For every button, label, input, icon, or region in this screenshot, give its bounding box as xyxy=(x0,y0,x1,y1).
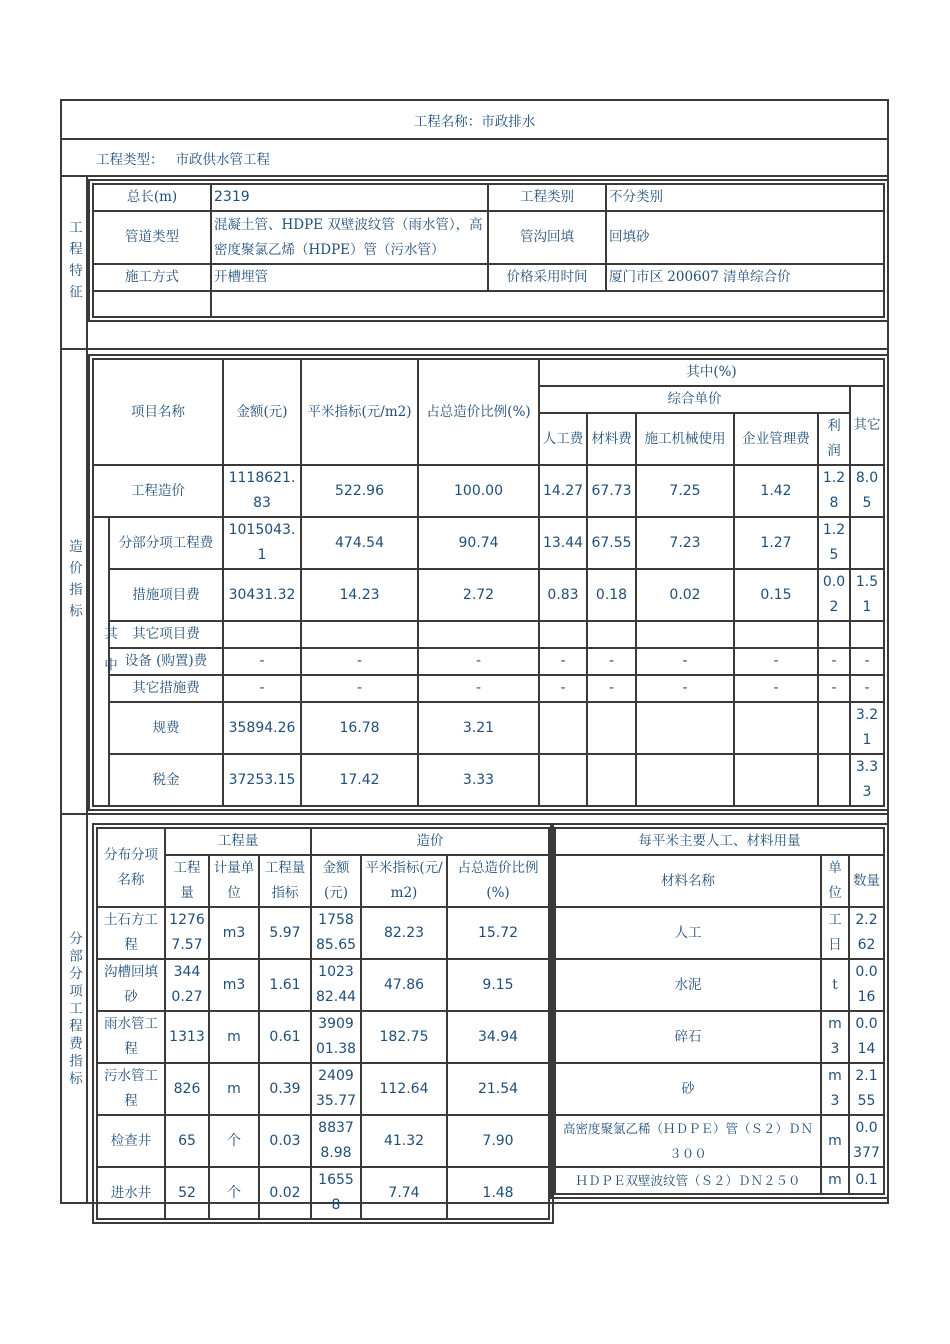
project-name-row xyxy=(62,101,887,138)
table-cell: 水泥 xyxy=(555,959,821,1011)
table-cell xyxy=(539,754,587,806)
table-row xyxy=(93,648,884,675)
table-cell: - xyxy=(301,648,418,675)
table-cell xyxy=(636,621,734,648)
col-header: 单位 xyxy=(821,855,849,907)
table-cell: - xyxy=(587,648,636,675)
table-cell: 3.33 xyxy=(850,754,884,806)
table-cell: 1.51 xyxy=(850,569,884,621)
table-cell: m3 xyxy=(821,1063,849,1115)
table-cell: 进水井 xyxy=(97,1167,165,1219)
col-header: 占总造价比例(%) xyxy=(418,359,539,465)
table-cell: 1.28 xyxy=(818,465,850,517)
table-cell: 0.0377 xyxy=(849,1115,884,1167)
col-header: 工程量 xyxy=(165,828,311,855)
table-cell xyxy=(734,621,818,648)
table-cell: 2.72 xyxy=(418,569,539,621)
section-label-cost: 造价指标 xyxy=(66,538,82,625)
col-header: 材料名称 xyxy=(555,855,821,907)
table-cell: 砂 xyxy=(555,1063,821,1115)
feature-value: 厦门市区 200607 清单综合价 xyxy=(606,264,884,291)
table-cell: 0.83 xyxy=(539,569,587,621)
sub-cost-table xyxy=(96,827,550,1220)
table-cell: 0.016 xyxy=(849,959,884,1011)
table-cell: 个 xyxy=(209,1167,259,1219)
table-cell: - xyxy=(850,675,884,702)
table-cell: 1.25 xyxy=(818,517,850,569)
table-cell: 7.90 xyxy=(447,1115,549,1167)
table-cell xyxy=(223,621,301,648)
table-cell: 1.61 xyxy=(259,959,311,1011)
table-cell: - xyxy=(223,648,301,675)
table-row xyxy=(93,675,884,702)
table-row xyxy=(97,1167,549,1219)
table-row xyxy=(93,702,884,754)
table-cell: - xyxy=(818,648,850,675)
table-row xyxy=(555,1011,884,1063)
features-table xyxy=(92,183,885,318)
feature-label: 管沟回填 xyxy=(488,211,606,264)
document-page xyxy=(60,99,889,1213)
empty-cell xyxy=(211,291,884,317)
col-header: 计量单位 xyxy=(209,855,259,907)
table-cell: 9.15 xyxy=(447,959,549,1011)
table-cell: 90.74 xyxy=(418,517,539,569)
table-cell: 182.75 xyxy=(361,1011,447,1063)
table-row xyxy=(555,907,884,959)
table-row xyxy=(93,517,884,569)
table-cell: 102382.44 xyxy=(311,959,361,1011)
table-cell: 2.262 xyxy=(849,907,884,959)
table-cell: 0.1 xyxy=(849,1167,884,1194)
feature-value: 混凝土管、HDPE 双壁波纹管（雨水管），高密度聚氯乙烯（HDPE）管（污水管） xyxy=(211,211,488,264)
project-type-row xyxy=(96,140,270,176)
table-cell xyxy=(850,621,884,648)
table-cell: 16558 xyxy=(311,1167,361,1219)
table-cell: 35894.26 xyxy=(223,702,301,754)
table-cell: 474.54 xyxy=(301,517,418,569)
table-cell: - xyxy=(587,675,636,702)
table-cell: - xyxy=(734,648,818,675)
table-cell xyxy=(734,702,818,754)
feature-label: 价格采用时间 xyxy=(488,264,606,291)
feature-value: 开槽埋管 xyxy=(211,264,488,291)
table-cell: 0.18 xyxy=(587,569,636,621)
table-cell: 88378.98 xyxy=(311,1115,361,1167)
table-cell: 污水管工程 xyxy=(97,1063,165,1115)
table-cell: 土石方工程 xyxy=(97,907,165,959)
table-cell xyxy=(587,702,636,754)
project-type: 市政供水管工程 xyxy=(175,152,270,168)
table-cell xyxy=(734,754,818,806)
table-cell: t xyxy=(821,959,849,1011)
table-cell: 5.97 xyxy=(259,907,311,959)
table-cell xyxy=(818,754,850,806)
col-header: 利润 xyxy=(818,413,850,465)
col-header: 企业管理费 xyxy=(734,413,818,465)
table-cell: 21.54 xyxy=(447,1063,549,1115)
table-cell: 1.42 xyxy=(734,465,818,517)
table-cell: 522.96 xyxy=(301,465,418,517)
table-cell: 67.73 xyxy=(587,465,636,517)
table-cell: 7.74 xyxy=(361,1167,447,1219)
table-cell: m xyxy=(821,1167,849,1194)
table-cell: 67.55 xyxy=(587,517,636,569)
table-row xyxy=(97,1063,549,1115)
table-cell: 税金 xyxy=(109,754,223,806)
table-cell: 1313 xyxy=(165,1011,209,1063)
table-cell xyxy=(539,702,587,754)
table-cell: - xyxy=(636,675,734,702)
table-cell: - xyxy=(850,648,884,675)
table-cell: - xyxy=(539,675,587,702)
col-header: 占总造价比例(%) xyxy=(447,855,549,907)
col-header: 金额(元) xyxy=(223,359,301,465)
table-cell: - xyxy=(418,648,539,675)
table-row xyxy=(97,1115,549,1167)
table-cell: 0.03 xyxy=(259,1115,311,1167)
table-cell: 高密度聚氯乙稀（ＨＤＰＥ）管（Ｓ２）ＤＮ３００ xyxy=(555,1115,821,1167)
table-cell: 1015043.1 xyxy=(223,517,301,569)
table-cell: 0.02 xyxy=(818,569,850,621)
col-header: 造价 xyxy=(311,828,549,855)
table-cell: 2.155 xyxy=(849,1063,884,1115)
table-row xyxy=(97,907,549,959)
project-name: 市政排水 xyxy=(481,113,536,130)
table-cell: 其它项目费 xyxy=(109,621,223,648)
col-header: 金额(元) xyxy=(311,855,361,907)
table-cell xyxy=(301,621,418,648)
table-row xyxy=(555,1115,884,1167)
col-header: 分布分项名称 xyxy=(97,828,165,907)
feature-value: 2319 xyxy=(211,184,488,211)
table-cell: - xyxy=(301,675,418,702)
table-cell: 14.27 xyxy=(539,465,587,517)
section-label-sub: 分部分项工程费指标 xyxy=(66,930,82,1089)
table-row xyxy=(97,1011,549,1063)
table-cell: 3440.27 xyxy=(165,959,209,1011)
table-cell: 工程造价 xyxy=(93,465,223,517)
table-cell: m3 xyxy=(209,907,259,959)
table-row xyxy=(93,569,884,621)
table-cell: 47.86 xyxy=(361,959,447,1011)
table-cell: 826 xyxy=(165,1063,209,1115)
table-cell: 1118621.83 xyxy=(223,465,301,517)
col-header: 施工机械使用 xyxy=(636,413,734,465)
table-cell: 100.00 xyxy=(418,465,539,517)
section-label-features: 工程特征 xyxy=(66,220,82,306)
material-usage-table xyxy=(554,827,885,1195)
table-cell: 碎石 xyxy=(555,1011,821,1063)
table-cell: 0.02 xyxy=(259,1167,311,1219)
table-cell: ＨＤＰＥ双壁波纹管（Ｓ２）ＤＮ２５０ xyxy=(555,1167,821,1194)
table-cell: m xyxy=(821,1115,849,1167)
col-header: 材料费 xyxy=(587,413,636,465)
feature-label: 施工方式 xyxy=(93,264,211,291)
col-header: 工程量指标 xyxy=(259,855,311,907)
cost-index-table xyxy=(92,358,885,807)
table-cell xyxy=(418,621,539,648)
table-cell: 人工 xyxy=(555,907,821,959)
table-cell: - xyxy=(418,675,539,702)
table-cell: 34.94 xyxy=(447,1011,549,1063)
feature-value: 回填砂 xyxy=(606,211,884,264)
table-cell: 65 xyxy=(165,1115,209,1167)
table-cell: 检查井 xyxy=(97,1115,165,1167)
project-name-label: 工程名称： xyxy=(413,113,482,130)
table-cell: - xyxy=(636,648,734,675)
table-cell: 0.15 xyxy=(734,569,818,621)
col-header: 每平米主要人工、材料用量 xyxy=(555,828,884,855)
table-cell: 0.014 xyxy=(849,1011,884,1063)
table-cell: 个 xyxy=(209,1115,259,1167)
table-cell: 240935.77 xyxy=(311,1063,361,1115)
table-cell: - xyxy=(223,675,301,702)
col-header: 其中(%) xyxy=(539,359,884,386)
table-cell: - xyxy=(539,648,587,675)
feature-label: 工程类别 xyxy=(488,184,606,211)
table-cell: 规费 xyxy=(109,702,223,754)
table-row xyxy=(555,1167,884,1194)
table-cell: 16.78 xyxy=(301,702,418,754)
empty-cell xyxy=(93,291,211,317)
table-cell: m xyxy=(209,1011,259,1063)
table-cell: 工日 xyxy=(821,907,849,959)
table-cell xyxy=(636,754,734,806)
table-cell: 0.61 xyxy=(259,1011,311,1063)
table-cell: 13.44 xyxy=(539,517,587,569)
table-cell: m3 xyxy=(209,959,259,1011)
col-header: 项目名称 xyxy=(93,359,223,465)
table-cell: 3.21 xyxy=(418,702,539,754)
table-cell: 设备 (购置)费 xyxy=(109,648,223,675)
table-cell: m3 xyxy=(821,1011,849,1063)
table-cell: 17.42 xyxy=(301,754,418,806)
table-cell: 0.02 xyxy=(636,569,734,621)
project-type-label: 工程类型： xyxy=(96,152,164,168)
table-cell: 雨水管工程 xyxy=(97,1011,165,1063)
table-cell: 37253.15 xyxy=(223,754,301,806)
table-cell: 52 xyxy=(165,1167,209,1219)
col-header: 人工费 xyxy=(539,413,587,465)
table-cell: 82.23 xyxy=(361,907,447,959)
table-cell: 3.33 xyxy=(418,754,539,806)
feature-value: 不分类别 xyxy=(606,184,884,211)
among-label: 其中 xyxy=(93,517,109,806)
table-row xyxy=(555,959,884,1011)
table-cell: m xyxy=(209,1063,259,1115)
table-cell: 12767.57 xyxy=(165,907,209,959)
table-cell xyxy=(539,621,587,648)
table-cell: 1.27 xyxy=(734,517,818,569)
col-header: 工程量 xyxy=(165,855,209,907)
table-row xyxy=(97,959,549,1011)
table-cell xyxy=(818,621,850,648)
table-cell: 其它措施费 xyxy=(109,675,223,702)
table-cell: - xyxy=(734,675,818,702)
table-cell: 措施项目费 xyxy=(109,569,223,621)
col-header: 其它 xyxy=(850,386,884,465)
table-cell: 390901.38 xyxy=(311,1011,361,1063)
feature-label: 总长(m) xyxy=(93,184,211,211)
table-cell: - xyxy=(818,675,850,702)
col-header: 平米指标(元/m2) xyxy=(301,359,418,465)
table-cell: 7.23 xyxy=(636,517,734,569)
table-cell: 30431.32 xyxy=(223,569,301,621)
table-cell xyxy=(587,754,636,806)
table-cell: 1.48 xyxy=(447,1167,549,1219)
table-cell xyxy=(587,621,636,648)
table-cell: 112.64 xyxy=(361,1063,447,1115)
table-cell: 8.05 xyxy=(850,465,884,517)
table-row xyxy=(555,1063,884,1115)
table-cell: 15.72 xyxy=(447,907,549,959)
table-cell: 7.25 xyxy=(636,465,734,517)
table-cell: 41.32 xyxy=(361,1115,447,1167)
table-cell: 14.23 xyxy=(301,569,418,621)
table-cell: 175885.65 xyxy=(311,907,361,959)
table-cell xyxy=(818,702,850,754)
table-cell: 3.21 xyxy=(850,702,884,754)
table-row xyxy=(93,754,884,806)
col-header: 综合单价 xyxy=(539,386,850,413)
table-row xyxy=(93,465,884,517)
table-cell: 沟槽回填砂 xyxy=(97,959,165,1011)
feature-label: 管道类型 xyxy=(93,211,211,264)
col-header: 数量 xyxy=(849,855,884,907)
table-cell: 0.39 xyxy=(259,1063,311,1115)
col-header: 平米指标(元/m2) xyxy=(361,855,447,907)
table-row xyxy=(93,621,884,648)
table-cell xyxy=(636,702,734,754)
table-cell xyxy=(850,517,884,569)
table-cell: 分部分项工程费 xyxy=(109,517,223,569)
